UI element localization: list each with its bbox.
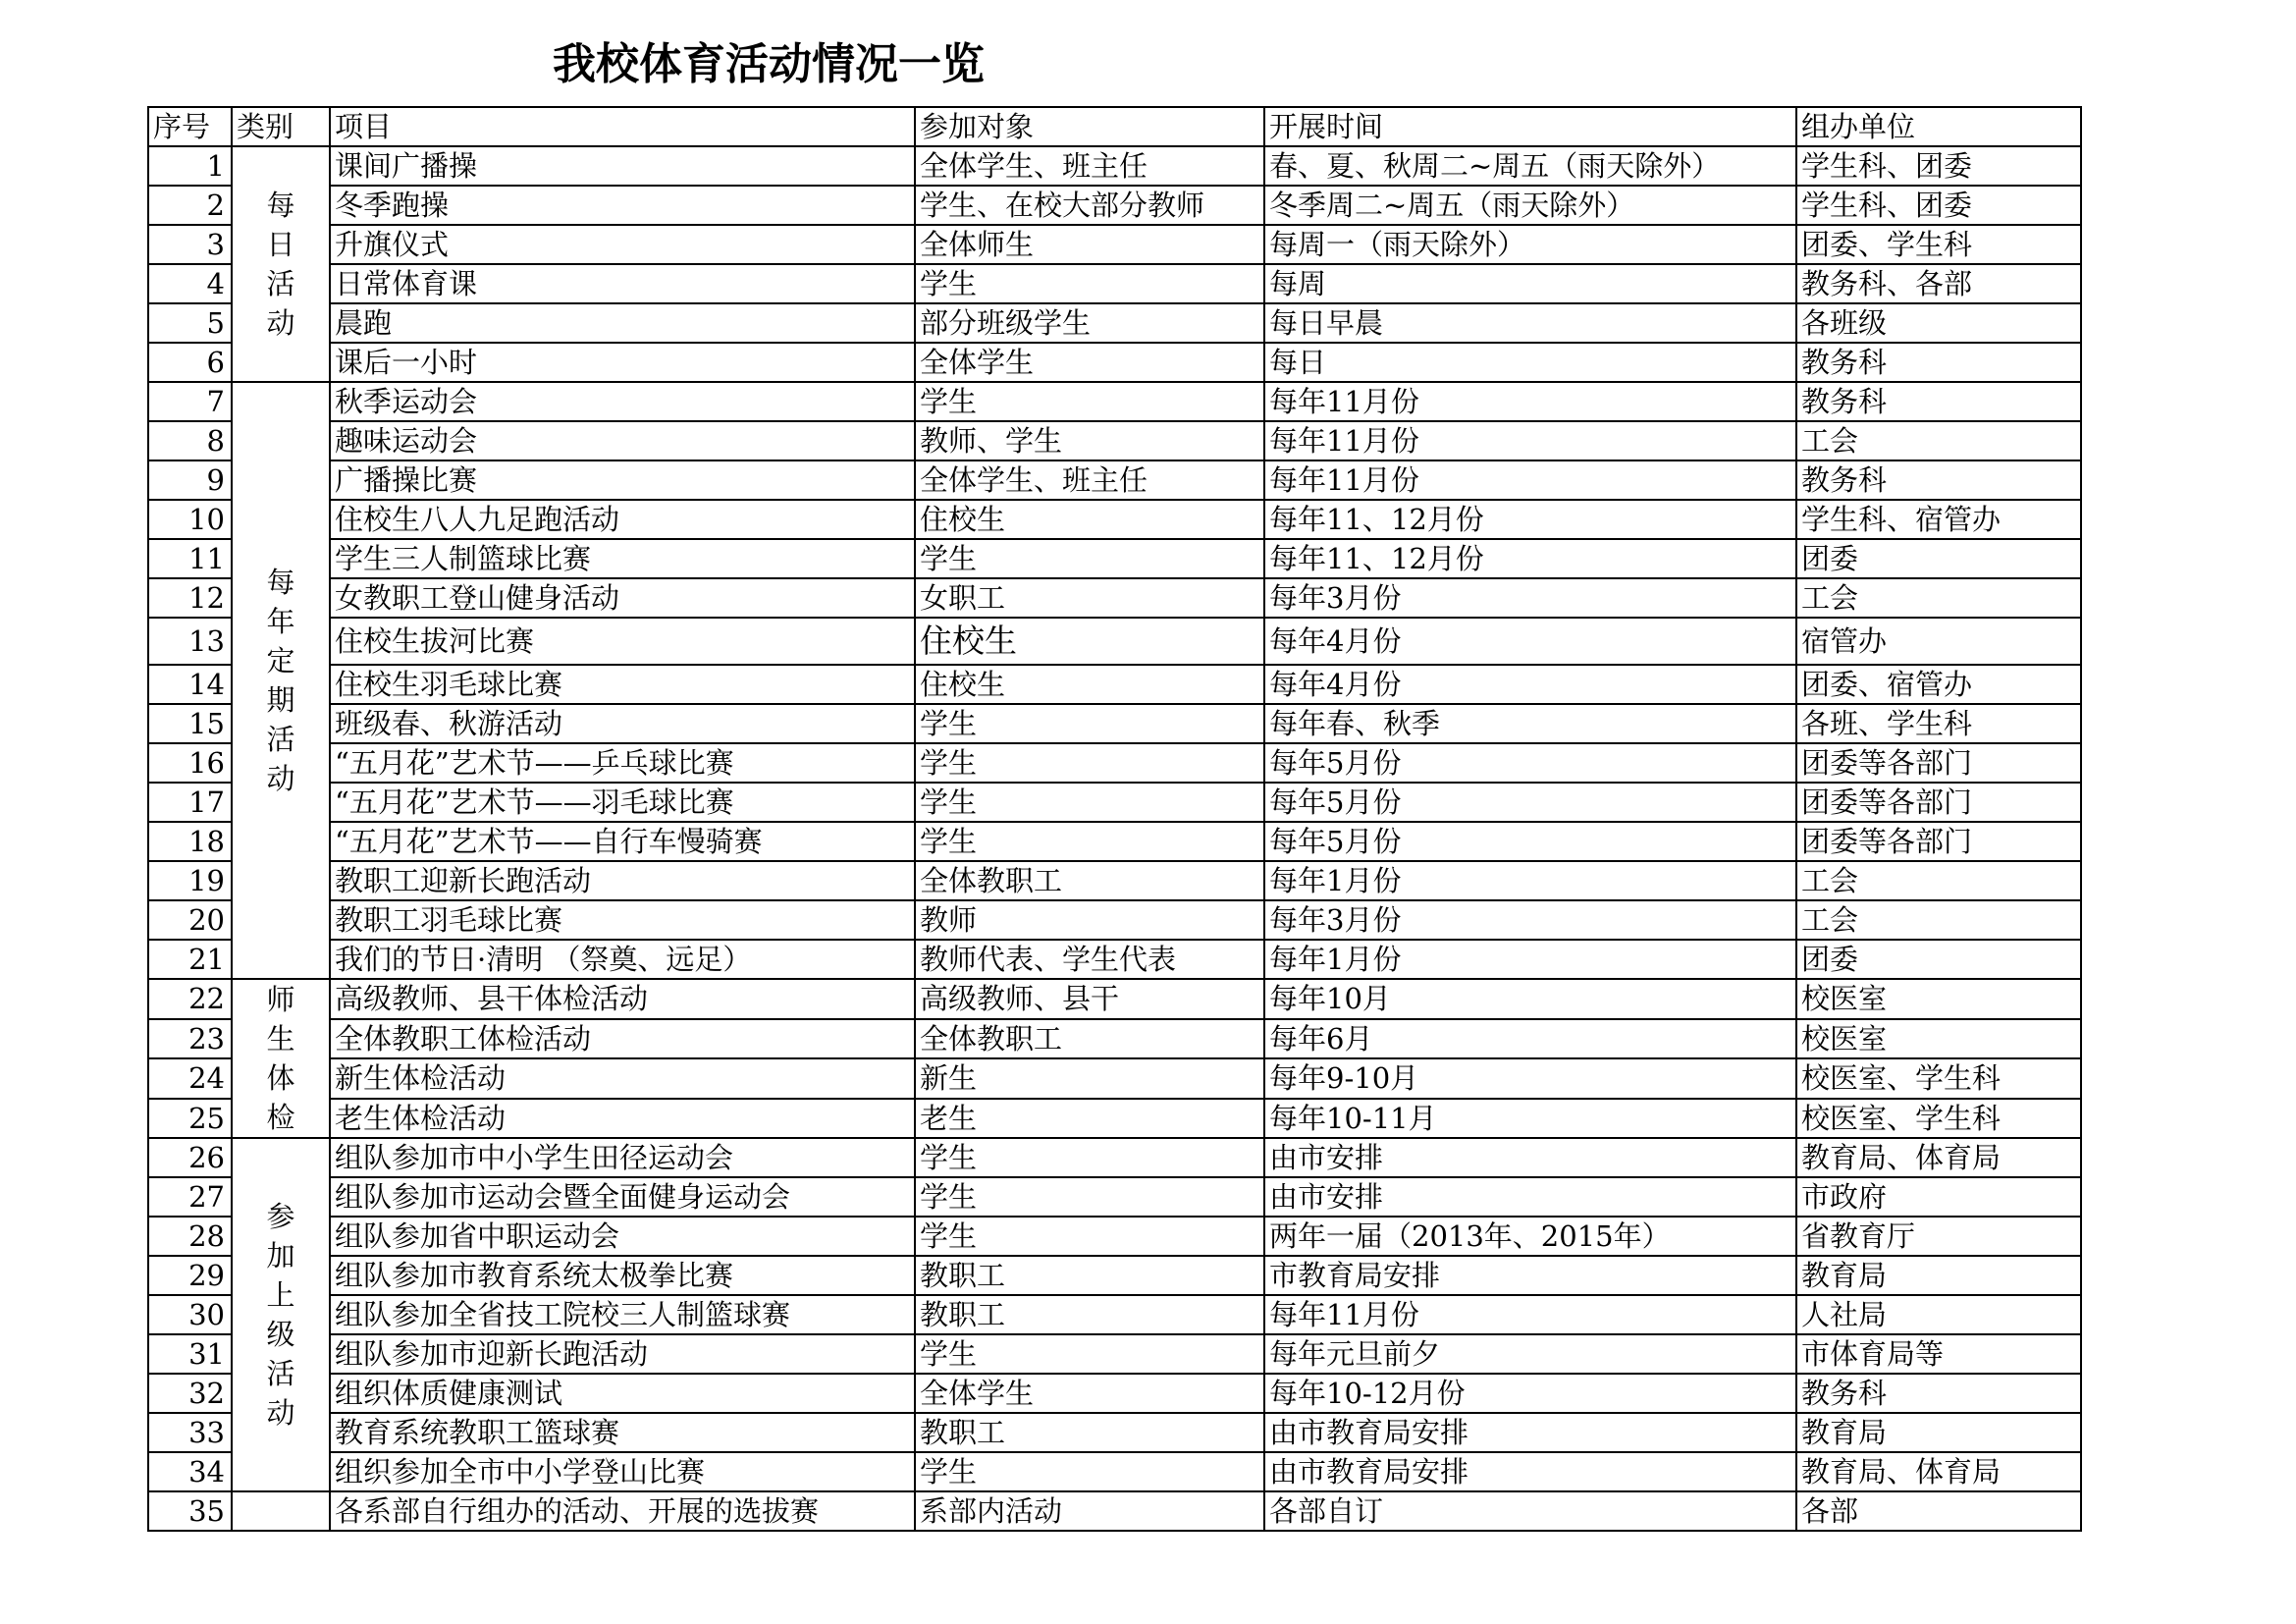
time-cell: 每年11、12月份 (1264, 539, 1796, 578)
participants-cell: 学生、在校大部分教师 (915, 186, 1264, 225)
organizer-cell: 学生科、团委 (1796, 186, 2081, 225)
organizer-cell: 各部 (1796, 1491, 2081, 1531)
participants-cell: 系部内活动 (915, 1491, 1264, 1531)
item-cell: 班级春、秋游活动 (330, 704, 915, 743)
organizer-cell: 教育局、体育局 (1796, 1138, 2081, 1177)
organizer-cell: 团委、学生科 (1796, 225, 2081, 264)
header-time: 开展时间 (1264, 107, 1796, 146)
table-row (148, 343, 2081, 382)
item-cell: 广播操比赛 (330, 460, 915, 500)
category-label: 每年定期活动 (266, 566, 295, 795)
participants-cell: 学生 (915, 1452, 1264, 1491)
participants-cell: 全体教职工 (915, 1019, 1264, 1059)
item-cell: 秋季运动会 (330, 382, 915, 421)
time-cell: 每年11月份 (1264, 421, 1796, 460)
table-row (148, 1138, 2081, 1177)
participants-cell: 学生 (915, 743, 1264, 783)
row-number: 29 (148, 1256, 232, 1295)
row-number: 19 (148, 861, 232, 900)
table-row (148, 1256, 2081, 1295)
header-no: 序号 (148, 107, 232, 146)
table-row (148, 1019, 2081, 1059)
participants-cell: 全体教职工 (915, 861, 1264, 900)
table-row (148, 861, 2081, 900)
row-number: 21 (148, 940, 232, 979)
table-row (148, 225, 2081, 264)
item-cell: 组织体质健康测试 (330, 1374, 915, 1413)
organizer-cell: 人社局 (1796, 1295, 2081, 1334)
time-cell: 每日早晨 (1264, 303, 1796, 343)
time-cell: 每年5月份 (1264, 743, 1796, 783)
item-cell: 住校生羽毛球比赛 (330, 665, 915, 704)
item-cell: “五月花”艺术节——羽毛球比赛 (330, 783, 915, 822)
participants-cell: 教师代表、学生代表 (915, 940, 1264, 979)
table-row (148, 783, 2081, 822)
time-cell: 各部自订 (1264, 1491, 1796, 1531)
row-number: 31 (148, 1334, 232, 1374)
organizer-cell: 团委 (1796, 539, 2081, 578)
time-cell: 由市安排 (1264, 1177, 1796, 1217)
organizer-cell: 校医室、学生科 (1796, 1058, 2081, 1099)
organizer-cell: 各班级 (1796, 303, 2081, 343)
table-row (148, 1177, 2081, 1217)
participants-cell: 新生 (915, 1058, 1264, 1099)
time-cell: 由市教育局安排 (1264, 1452, 1796, 1491)
time-cell: 每年11月份 (1264, 1295, 1796, 1334)
organizer-cell: 团委、宿管办 (1796, 665, 2081, 704)
row-number: 7 (148, 382, 232, 421)
time-cell: 每年3月份 (1264, 578, 1796, 618)
participants-cell: 学生 (915, 1217, 1264, 1256)
participants-cell: 学生 (915, 1334, 1264, 1374)
participants-cell: 全体学生 (915, 1374, 1264, 1413)
time-cell: 每年3月份 (1264, 900, 1796, 940)
item-cell: 我们的节日·清明 （祭奠、远足） (330, 940, 915, 979)
row-number: 6 (148, 343, 232, 382)
participants-cell: 住校生 (915, 500, 1264, 539)
time-cell: 每年5月份 (1264, 822, 1796, 861)
table-row (148, 979, 2081, 1019)
table-body (148, 146, 2081, 1531)
table-row (148, 822, 2081, 861)
organizer-cell: 工会 (1796, 900, 2081, 940)
row-number: 12 (148, 578, 232, 618)
row-number: 33 (148, 1413, 232, 1452)
item-cell: 课后一小时 (330, 343, 915, 382)
participants-cell: 学生 (915, 264, 1264, 303)
time-cell: 每年5月份 (1264, 783, 1796, 822)
category-cell (232, 146, 330, 382)
item-cell: 日常体育课 (330, 264, 915, 303)
item-cell: 各系部自行组办的活动、开展的选拔赛 (330, 1491, 915, 1531)
table-row (148, 1413, 2081, 1452)
time-cell: 春、夏、秋周二~周五（雨天除外） (1264, 146, 1796, 186)
time-cell: 每年11月份 (1264, 460, 1796, 500)
category-cell (232, 1138, 330, 1491)
organizer-cell: 校医室、学生科 (1796, 1099, 2081, 1139)
item-cell: 学生三人制篮球比赛 (330, 539, 915, 578)
table-row (148, 940, 2081, 979)
organizer-cell: 市体育局等 (1796, 1334, 2081, 1374)
time-cell: 每年10-12月份 (1264, 1374, 1796, 1413)
header-item: 项目 (330, 107, 915, 146)
item-cell: “五月花”艺术节——自行车慢骑赛 (330, 822, 915, 861)
row-number: 24 (148, 1058, 232, 1099)
header-participants: 参加对象 (915, 107, 1264, 146)
item-cell: 教职工迎新长跑活动 (330, 861, 915, 900)
time-cell: 每年4月份 (1264, 618, 1796, 665)
table-row (148, 1099, 2081, 1139)
row-number: 17 (148, 783, 232, 822)
header-category: 类别 (232, 107, 330, 146)
table-row (148, 382, 2081, 421)
row-number: 9 (148, 460, 232, 500)
participants-cell: 全体学生、班主任 (915, 146, 1264, 186)
item-cell: 组队参加市教育系统太极拳比赛 (330, 1256, 915, 1295)
organizer-cell: 团委等各部门 (1796, 743, 2081, 783)
table-row (148, 1334, 2081, 1374)
table-row (148, 900, 2081, 940)
row-number: 18 (148, 822, 232, 861)
organizer-cell: 教务科 (1796, 382, 2081, 421)
time-cell: 每年9-10月 (1264, 1058, 1796, 1099)
category-label: 参加上级活动 (266, 1200, 295, 1430)
table-row (148, 743, 2081, 783)
item-cell: 组队参加省中职运动会 (330, 1217, 915, 1256)
category-label: 每日活动 (266, 189, 295, 340)
item-cell: 组织参加全市中小学登山比赛 (330, 1452, 915, 1491)
item-cell: 高级教师、县干体检活动 (330, 979, 915, 1019)
organizer-cell: 团委等各部门 (1796, 783, 2081, 822)
item-cell: 住校生八人九足跑活动 (330, 500, 915, 539)
row-number: 8 (148, 421, 232, 460)
participants-cell: 教职工 (915, 1256, 1264, 1295)
item-cell: 组队参加市中小学生田径运动会 (330, 1138, 915, 1177)
row-number: 15 (148, 704, 232, 743)
row-number: 14 (148, 665, 232, 704)
time-cell: 每周 (1264, 264, 1796, 303)
item-cell: 升旗仪式 (330, 225, 915, 264)
row-number: 3 (148, 225, 232, 264)
table-row (148, 1295, 2081, 1334)
participants-cell: 住校生 (915, 665, 1264, 704)
row-number: 23 (148, 1019, 232, 1059)
row-number: 1 (148, 146, 232, 186)
participants-cell: 学生 (915, 539, 1264, 578)
organizer-cell: 工会 (1796, 421, 2081, 460)
organizer-cell: 团委 (1796, 940, 2081, 979)
organizer-cell: 教务科 (1796, 343, 2081, 382)
item-cell: 女教职工登山健身活动 (330, 578, 915, 618)
organizer-cell: 教务科 (1796, 460, 2081, 500)
organizer-cell: 工会 (1796, 861, 2081, 900)
time-cell: 由市安排 (1264, 1138, 1796, 1177)
organizer-cell: 校医室 (1796, 979, 2081, 1019)
participants-cell: 住校生 (915, 618, 1264, 665)
item-cell: 冬季跑操 (330, 186, 915, 225)
time-cell: 由市教育局安排 (1264, 1413, 1796, 1452)
organizer-cell: 学生科、团委 (1796, 146, 2081, 186)
organizer-cell: 教务科 (1796, 1374, 2081, 1413)
category-label: 师生体检 (266, 983, 295, 1134)
participants-cell: 全体学生 (915, 343, 1264, 382)
table-row (148, 460, 2081, 500)
time-cell: 每年10-11月 (1264, 1099, 1796, 1139)
table-row (148, 1491, 2081, 1531)
time-cell: 每年1月份 (1264, 861, 1796, 900)
activity-table (147, 106, 2082, 1532)
row-number: 32 (148, 1374, 232, 1413)
organizer-cell: 教育局 (1796, 1413, 2081, 1452)
row-number: 34 (148, 1452, 232, 1491)
organizer-cell: 工会 (1796, 578, 2081, 618)
organizer-cell: 校医室 (1796, 1019, 2081, 1059)
header-row (148, 107, 2081, 146)
participants-cell: 教师 (915, 900, 1264, 940)
time-cell: 每日 (1264, 343, 1796, 382)
table-row (148, 1058, 2081, 1099)
table-row (148, 1452, 2081, 1491)
participants-cell: 学生 (915, 822, 1264, 861)
row-number: 30 (148, 1295, 232, 1334)
row-number: 35 (148, 1491, 232, 1531)
item-cell: 趣味运动会 (330, 421, 915, 460)
participants-cell: 学生 (915, 382, 1264, 421)
item-cell: 教育系统教职工篮球赛 (330, 1413, 915, 1452)
time-cell: 每年春、秋季 (1264, 704, 1796, 743)
item-cell: 课间广播操 (330, 146, 915, 186)
row-number: 16 (148, 743, 232, 783)
time-cell: 每年元旦前夕 (1264, 1334, 1796, 1374)
table-row (148, 665, 2081, 704)
participants-cell: 教职工 (915, 1413, 1264, 1452)
time-cell: 每年6月 (1264, 1019, 1796, 1059)
row-number: 20 (148, 900, 232, 940)
row-number: 25 (148, 1099, 232, 1139)
participants-cell: 教师、学生 (915, 421, 1264, 460)
organizer-cell: 团委等各部门 (1796, 822, 2081, 861)
organizer-cell: 市政府 (1796, 1177, 2081, 1217)
time-cell: 市教育局安排 (1264, 1256, 1796, 1295)
item-cell: 组队参加市运动会暨全面健身运动会 (330, 1177, 915, 1217)
row-number: 4 (148, 264, 232, 303)
table-row (148, 618, 2081, 665)
row-number: 26 (148, 1138, 232, 1177)
time-cell: 每周一（雨天除外） (1264, 225, 1796, 264)
organizer-cell: 教育局、体育局 (1796, 1452, 2081, 1491)
item-cell: 新生体检活动 (330, 1058, 915, 1099)
time-cell: 冬季周二~周五（雨天除外） (1264, 186, 1796, 225)
category-cell (232, 979, 330, 1138)
participants-cell: 女职工 (915, 578, 1264, 618)
row-number: 22 (148, 979, 232, 1019)
participants-cell: 学生 (915, 1177, 1264, 1217)
table-row (148, 704, 2081, 743)
row-number: 28 (148, 1217, 232, 1256)
item-cell: 住校生拔河比赛 (330, 618, 915, 665)
table-row (148, 1217, 2081, 1256)
table-row (148, 264, 2081, 303)
participants-cell: 全体师生 (915, 225, 1264, 264)
time-cell: 两年一届（2013年、2015年） (1264, 1217, 1796, 1256)
organizer-cell: 教育局 (1796, 1256, 2081, 1295)
participants-cell: 学生 (915, 783, 1264, 822)
row-number: 27 (148, 1177, 232, 1217)
page-title: 我校体育活动情况一览 (553, 39, 985, 89)
time-cell: 每年4月份 (1264, 665, 1796, 704)
row-number: 11 (148, 539, 232, 578)
category-cell (232, 1491, 330, 1531)
organizer-cell: 宿管办 (1796, 618, 2081, 665)
table-row (148, 303, 2081, 343)
organizer-cell: 各班、学生科 (1796, 704, 2081, 743)
participants-cell: 高级教师、县干 (915, 979, 1264, 1019)
table-row (148, 146, 2081, 186)
table-row (148, 578, 2081, 618)
table-row (148, 500, 2081, 539)
participants-cell: 学生 (915, 704, 1264, 743)
organizer-cell: 学生科、宿管办 (1796, 500, 2081, 539)
participants-cell: 老生 (915, 1099, 1264, 1139)
time-cell: 每年11月份 (1264, 382, 1796, 421)
item-cell: 全体教职工体检活动 (330, 1019, 915, 1059)
table-row (148, 539, 2081, 578)
time-cell: 每年1月份 (1264, 940, 1796, 979)
time-cell: 每年11、12月份 (1264, 500, 1796, 539)
item-cell: 老生体检活动 (330, 1099, 915, 1139)
item-cell: 教职工羽毛球比赛 (330, 900, 915, 940)
organizer-cell: 教务科、各部 (1796, 264, 2081, 303)
participants-cell: 学生 (915, 1138, 1264, 1177)
table-row (148, 421, 2081, 460)
item-cell: “五月花”艺术节——乒乓球比赛 (330, 743, 915, 783)
organizer-cell: 省教育厅 (1796, 1217, 2081, 1256)
table-row (148, 1374, 2081, 1413)
time-cell: 每年10月 (1264, 979, 1796, 1019)
category-cell (232, 382, 330, 979)
item-cell: 晨跑 (330, 303, 915, 343)
row-number: 5 (148, 303, 232, 343)
participants-cell: 教职工 (915, 1295, 1264, 1334)
row-number: 10 (148, 500, 232, 539)
item-cell: 组队参加市迎新长跑活动 (330, 1334, 915, 1374)
table-row (148, 186, 2081, 225)
header-organizer: 组办单位 (1796, 107, 2081, 146)
item-cell: 组队参加全省技工院校三人制篮球赛 (330, 1295, 915, 1334)
participants-cell: 全体学生、班主任 (915, 460, 1264, 500)
row-number: 13 (148, 618, 232, 665)
row-number: 2 (148, 186, 232, 225)
participants-cell: 部分班级学生 (915, 303, 1264, 343)
